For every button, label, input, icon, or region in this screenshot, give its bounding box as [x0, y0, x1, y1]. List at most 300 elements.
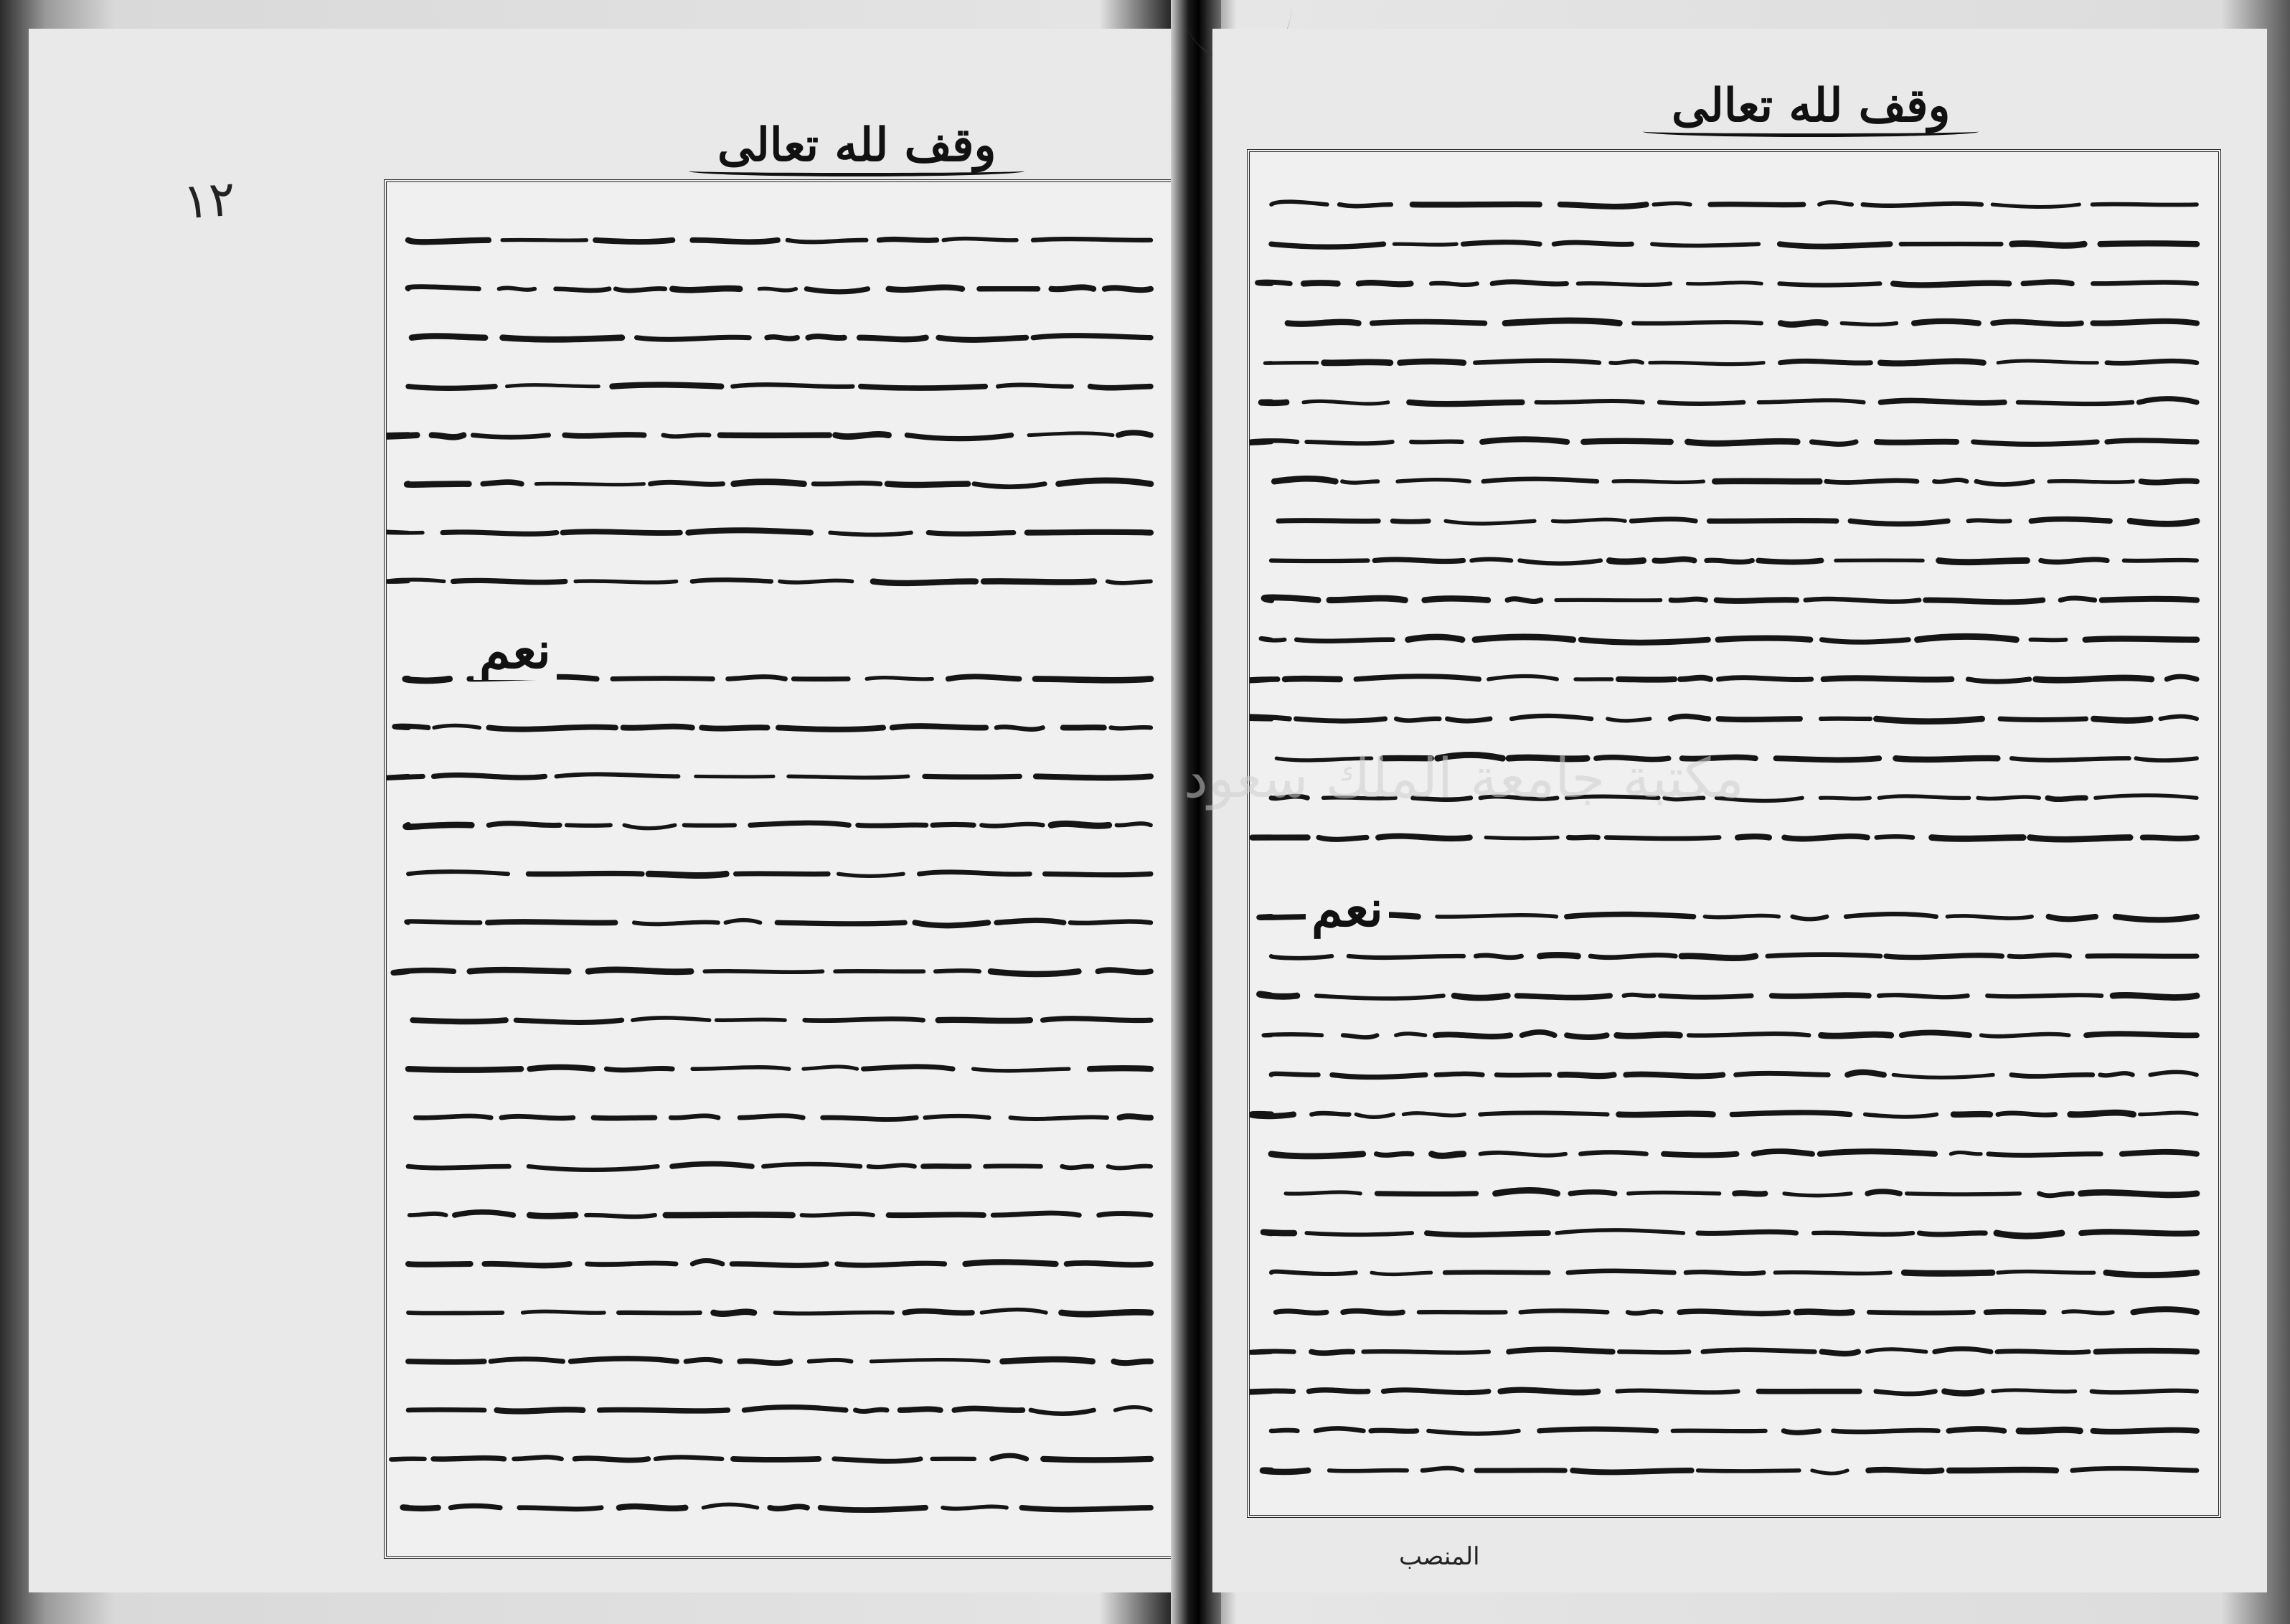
handwriting-stroke [1780, 283, 1880, 285]
handwriting-stroke [948, 676, 1019, 679]
handwriting-stroke [2073, 1468, 2197, 1470]
handwriting-stroke [395, 726, 428, 727]
handwriting-stroke [2124, 560, 2197, 561]
handwriting-stroke [998, 385, 1072, 387]
handwriting-stroke [1446, 521, 1535, 524]
right-section-word: نعم [1306, 879, 1389, 938]
handwriting-stroke [1540, 1429, 1657, 1431]
handwriting-stroke [1738, 836, 1769, 837]
handwriting-stroke [483, 482, 522, 484]
handwriting-stroke [1371, 1430, 1417, 1431]
handwriting-stroke [1717, 600, 1796, 601]
handwriting-stroke [1010, 1117, 1107, 1119]
handwriting-stroke [503, 338, 622, 340]
handwriting-stroke [575, 581, 677, 582]
left-handwritten-lines [387, 182, 1172, 1556]
handwriting-stroke [1650, 362, 1763, 364]
handwriting-stroke [2012, 758, 2129, 760]
handwriting-stroke [529, 1215, 575, 1216]
handwriting-stroke [804, 1067, 857, 1069]
handwriting-stroke [928, 533, 1013, 534]
handwriting-stroke [1634, 322, 1761, 324]
handwriting-stroke [1606, 838, 1719, 839]
handwriting-stroke [1780, 244, 1890, 246]
handwriting-stroke [734, 482, 804, 484]
handwriting-stroke [415, 1116, 491, 1118]
heading-swash [689, 166, 1024, 176]
handwriting-stroke [861, 387, 985, 388]
handwriting-stroke [996, 920, 1064, 922]
handwriting-stroke [1682, 956, 1756, 958]
handwriting-stroke [1311, 1351, 1352, 1353]
handwriting-stroke [1880, 400, 2004, 402]
right-handwritten-lines [1250, 152, 2218, 1515]
handwriting-stroke [2070, 1113, 2134, 1115]
handwriting-stroke [1486, 838, 1558, 839]
handwriting-stroke [1509, 1349, 1613, 1351]
handwriting-stroke [1560, 1075, 1613, 1076]
handwriting-stroke [981, 824, 1042, 826]
handwriting-stroke [1108, 582, 1151, 583]
heading-swash [1643, 126, 1979, 137]
handwriting-stroke [1557, 1230, 1683, 1233]
right-heading-text: وقف لله تعالى [1672, 79, 1951, 133]
handwriting-stroke [1120, 1116, 1151, 1118]
handwriting-stroke [1718, 678, 1811, 680]
handwriting-stroke [412, 336, 485, 338]
handwriting-stroke [1568, 1271, 1674, 1273]
handwriting-stroke [1428, 1431, 1518, 1434]
handwriting-stroke [1842, 324, 1896, 325]
handwriting-stroke [1863, 204, 1982, 206]
handwriting-stroke [484, 1264, 570, 1266]
handwriting-stroke [1263, 1034, 1321, 1035]
left-lines-svg [387, 182, 1172, 1556]
handwriting-stroke [806, 289, 867, 292]
right-page [1212, 29, 2267, 1592]
handwriting-stroke [2060, 598, 2095, 600]
handwriting-stroke [915, 922, 988, 925]
handwriting-stroke [1116, 823, 1151, 826]
handwriting-stroke [1784, 1194, 1851, 1196]
handwriting-stroke [405, 679, 450, 680]
handwriting-stroke [562, 532, 679, 533]
handwriting-stroke [864, 1067, 953, 1069]
handwriting-stroke [2130, 521, 2197, 524]
handwriting-stroke [1480, 1113, 1607, 1114]
handwriting-stroke [1998, 1272, 2094, 1273]
handwriting-stroke [809, 1360, 852, 1361]
handwriting-stroke [2009, 955, 2070, 957]
handwriting-stroke [2096, 796, 2197, 798]
handwriting-stroke [1059, 481, 1151, 484]
handwriting-stroke [1822, 1351, 1858, 1354]
handwriting-stroke [1427, 1233, 1548, 1235]
handwriting-stroke [1680, 678, 1710, 679]
handwriting-stroke [1670, 717, 1708, 719]
handwriting-stroke [1309, 1390, 1368, 1392]
handwriting-stroke [1850, 521, 1948, 524]
handwriting-stroke [473, 435, 548, 438]
handwriting-stroke [1043, 1019, 1151, 1021]
handwriting-stroke [1718, 638, 1811, 640]
handwriting-stroke [434, 775, 545, 778]
handwriting-stroke [954, 1408, 1022, 1410]
handwriting-stroke [1540, 955, 1578, 956]
handwriting-stroke [1877, 836, 1913, 837]
handwriting-stroke [1271, 560, 1368, 561]
handwriting-stroke [2030, 640, 2065, 641]
handwriting-stroke [1105, 288, 1151, 290]
handwriting-stroke [696, 776, 773, 777]
handwriting-stroke [1263, 1470, 1308, 1472]
handwriting-stroke [1879, 995, 1968, 997]
handwriting-stroke [1396, 719, 1439, 721]
handwriting-stroke [1926, 600, 2042, 603]
handwriting-stroke [1475, 361, 1599, 363]
handwriting-stroke [1271, 1272, 1356, 1274]
handwriting-stroke [1705, 916, 1778, 917]
handwriting-stroke [1567, 915, 1694, 917]
left-page-heading [717, 118, 996, 172]
handwriting-stroke [859, 338, 926, 340]
handwriting-stroke [1311, 1113, 1349, 1115]
handwriting-stroke [1036, 776, 1151, 778]
handwriting-stroke [619, 1506, 685, 1509]
handwriting-stroke [1993, 1390, 2075, 1392]
handwriting-stroke [1286, 1192, 1360, 1194]
handwriting-stroke [1833, 1430, 1938, 1432]
handwriting-stroke [2048, 798, 2086, 799]
handwriting-stroke [2107, 440, 2197, 442]
handwriting-stroke [408, 872, 508, 874]
handwriting-stroke [1847, 1072, 1884, 1075]
handwriting-stroke [664, 435, 710, 436]
right-text-block [1247, 149, 2221, 1518]
handwriting-stroke [744, 1407, 846, 1410]
folio-number: ١٢ [181, 170, 237, 231]
handwriting-stroke [1400, 362, 1463, 363]
handwriting-stroke [725, 920, 760, 923]
handwriting-stroke [1968, 679, 2030, 681]
handwriting-stroke [1689, 1034, 1809, 1036]
handwriting-stroke [871, 1360, 989, 1361]
handwriting-stroke [821, 1508, 926, 1510]
handwriting-stroke [2063, 1311, 2113, 1313]
handwriting-stroke [1271, 202, 1327, 204]
handwriting-stroke [410, 1214, 446, 1215]
handwriting-stroke [732, 384, 852, 387]
handwriting-stroke [1306, 1233, 1412, 1234]
handwriting-stroke [1043, 1459, 1151, 1460]
handwriting-stroke [805, 1019, 923, 1020]
left-heading-text: وقف لله تعالى [717, 118, 996, 172]
library-watermark: مكتبة جامعة الملك سعود [1184, 746, 1744, 810]
handwriting-stroke [1264, 598, 1318, 600]
handwriting-stroke [1425, 598, 1488, 600]
handwriting-stroke [1482, 439, 1567, 442]
handwriting-stroke [557, 774, 679, 776]
handwriting-stroke [1319, 838, 1367, 840]
handwriting-stroke [571, 1359, 677, 1361]
handwriting-stroke [516, 1020, 621, 1022]
handwriting-stroke [624, 825, 675, 828]
handwriting-stroke [1732, 1113, 1850, 1115]
handwriting-stroke [2150, 1072, 2197, 1075]
handwriting-stroke [1673, 1431, 1766, 1432]
handwriting-stroke [692, 1067, 788, 1069]
handwriting-stroke [1372, 1273, 1431, 1274]
handwriting-stroke [2086, 638, 2197, 639]
handwriting-stroke [507, 385, 599, 387]
handwriting-stroke [1661, 996, 1752, 997]
handwriting-stroke [1591, 955, 1675, 957]
handwriting-stroke [943, 1506, 1007, 1509]
handwriting-stroke [1261, 402, 1286, 403]
handwriting-stroke [1617, 1391, 1738, 1393]
handwriting-stroke [1070, 922, 1151, 923]
handwriting-stroke [2081, 1232, 2197, 1233]
handwriting-stroke [2041, 560, 2107, 562]
handwriting-stroke [993, 1213, 1079, 1215]
handwriting-stroke [530, 1067, 593, 1069]
handwriting-stroke [2093, 321, 2197, 324]
handwriting-stroke [634, 922, 718, 925]
handwriting-stroke [1403, 1113, 1464, 1115]
handwriting-stroke [1118, 433, 1151, 435]
handwriting-stroke [1992, 204, 2079, 207]
handwriting-stroke [1436, 1074, 1482, 1075]
handwriting-stroke [2101, 243, 2197, 244]
handwriting-stroke [1827, 481, 1917, 483]
handwriting-stroke [1608, 719, 1650, 721]
handwriting-stroke [1902, 1032, 1969, 1035]
handwriting-stroke [651, 482, 723, 484]
handwriting-stroke [938, 1020, 1030, 1021]
handwriting-stroke [1519, 560, 1601, 563]
handwriting-stroke [1580, 1152, 1646, 1154]
handwriting-stroke [788, 240, 867, 242]
handwriting-stroke [2102, 599, 2197, 600]
handwriting-stroke [1567, 1035, 1607, 1037]
handwriting-stroke [1824, 678, 1952, 679]
handwriting-stroke [767, 337, 797, 339]
handwriting-stroke [1261, 638, 1285, 641]
handwriting-stroke [1111, 727, 1151, 728]
handwriting-stroke [2086, 1034, 2197, 1035]
handwriting-stroke [387, 435, 417, 437]
handwriting-stroke [1332, 1075, 1426, 1077]
handwriting-stroke [1686, 1272, 1763, 1273]
handwriting-stroke [600, 1410, 728, 1411]
handwriting-stroke [1618, 1114, 1712, 1115]
handwriting-stroke [1989, 1154, 2101, 1156]
handwriting-stroke [1619, 1351, 1689, 1352]
handwriting-stroke [1437, 915, 1556, 917]
handwriting-stroke [839, 874, 904, 876]
handwriting-stroke [2049, 481, 2133, 483]
handwriting-stroke [2100, 1073, 2132, 1075]
handwriting-stroke [2093, 1430, 2197, 1432]
handwriting-stroke [1250, 717, 1289, 719]
handwriting-stroke [996, 727, 1043, 729]
handwriting-stroke [575, 1458, 648, 1460]
handwriting-stroke [2019, 1430, 2080, 1431]
handwriting-stroke [1846, 914, 1936, 917]
handwriting-stroke [637, 337, 750, 339]
handwriting-stroke [1271, 1074, 1319, 1075]
handwriting-stroke [1867, 1349, 1926, 1352]
handwriting-stroke [1296, 719, 1385, 721]
handwriting-stroke [703, 1504, 757, 1507]
handwriting-stroke [2023, 282, 2072, 283]
handwriting-stroke [565, 435, 644, 436]
handwriting-stroke [387, 532, 423, 533]
handwriting-stroke [1276, 1311, 1327, 1313]
handwriting-stroke [1432, 1154, 1464, 1156]
handwriting-stroke [606, 1068, 672, 1070]
handwriting-stroke [2141, 481, 2197, 482]
handwriting-stroke [408, 1069, 521, 1070]
handwriting-stroke [443, 532, 557, 534]
handwriting-stroke [523, 1311, 605, 1313]
handwriting-stroke [1781, 322, 1825, 324]
handwriting-stroke [1759, 400, 1864, 402]
handwriting-stroke [1920, 1233, 1986, 1234]
handwriting-stroke [1868, 1470, 1941, 1471]
handwriting-stroke [1067, 1263, 1151, 1265]
handwriting-stroke [1463, 242, 1540, 245]
handwriting-stroke [1754, 1151, 1812, 1154]
handwriting-stroke [2107, 361, 2197, 363]
handwriting-stroke [1617, 1034, 1680, 1036]
handwriting-stroke [2133, 1309, 2197, 1312]
handwriting-stroke [1115, 1407, 1151, 1410]
handwriting-stroke [407, 484, 468, 485]
handwriting-stroke [1329, 598, 1405, 600]
handwriting-stroke [1784, 1431, 1819, 1433]
handwriting-stroke [1570, 1192, 1615, 1194]
handwriting-stroke [1869, 1312, 1973, 1313]
right-page-heading [1672, 79, 1950, 133]
handwriting-stroke [1396, 1034, 1426, 1035]
handwriting-stroke [1363, 1351, 1489, 1353]
handwriting-stroke [879, 240, 936, 241]
handwriting-stroke [499, 288, 535, 290]
handwriting-stroke [623, 727, 692, 728]
handwriting-stroke [1260, 994, 1297, 996]
handwriting-stroke [1629, 1192, 1720, 1193]
handwriting-stroke [1378, 836, 1470, 839]
handwriting-stroke [925, 776, 1019, 777]
handwriting-stroke [656, 1457, 722, 1458]
handwriting-stroke [1271, 1430, 1297, 1431]
handwriting-stroke [1812, 1470, 1847, 1473]
handwriting-stroke [1664, 1154, 1736, 1156]
handwriting-stroke [497, 1410, 583, 1411]
handwriting-stroke [649, 874, 726, 875]
handwriting-stroke [834, 1459, 920, 1461]
handwriting-stroke [1062, 1166, 1092, 1168]
handwriting-stroke [1879, 796, 1969, 798]
handwriting-stroke [1250, 440, 1297, 443]
handwriting-stroke [434, 725, 479, 727]
handwriting-stroke [393, 971, 453, 973]
handwriting-stroke [925, 1116, 989, 1118]
handwriting-stroke [1296, 640, 1393, 641]
handwriting-stroke [892, 726, 986, 727]
handwriting-stroke [1998, 361, 2097, 363]
handwriting-stroke [1501, 1390, 1598, 1393]
handwriting-stroke [1993, 321, 2081, 324]
handwriting-stroke [1342, 481, 1378, 483]
handwriting-stroke [489, 823, 560, 826]
handwriting-stroke [770, 1506, 807, 1509]
handwriting-stroke [1356, 676, 1479, 679]
handwriting-stroke [802, 1214, 873, 1216]
handwriting-stroke [1304, 401, 1388, 404]
handwriting-stroke [1987, 995, 2101, 996]
handwriting-stroke [588, 970, 691, 972]
handwriting-stroke [672, 288, 740, 290]
handwriting-stroke [387, 580, 444, 582]
handwriting-stroke [451, 1506, 500, 1508]
handwriting-stroke [1867, 1191, 1900, 1194]
handwriting-stroke [2113, 995, 2197, 997]
handwriting-stroke [1035, 679, 1151, 680]
handwriting-stroke [1316, 1428, 1363, 1430]
handwriting-stroke [1349, 956, 1464, 958]
handwriting-stroke [1626, 1075, 1723, 1077]
handwriting-stroke [1090, 387, 1151, 388]
handwriting-stroke [984, 581, 1094, 582]
handwriting-stroke [1880, 362, 1983, 364]
handwriting-stroke [453, 580, 565, 582]
handwriting-stroke [814, 483, 880, 484]
handwriting-stroke [1062, 1312, 1151, 1314]
handwriting-stroke [1114, 1361, 1151, 1363]
handwriting-stroke [985, 1166, 1040, 1167]
handwriting-stroke [2012, 1075, 2093, 1076]
handwriting-stroke [992, 1455, 1027, 1459]
handwriting-stroke [1274, 478, 1335, 481]
handwriting-stroke [1631, 519, 1695, 521]
handwriting-stroke [1003, 1359, 1093, 1361]
handwriting-stroke [1265, 363, 1316, 364]
handwriting-stroke [1806, 599, 1920, 602]
handwriting-stroke [2093, 719, 2150, 720]
handwriting-stroke [686, 1359, 720, 1361]
handwriting-stroke [2140, 1113, 2197, 1114]
handwriting-stroke [1552, 519, 1625, 521]
handwriting-stroke [943, 239, 1017, 240]
handwriting-stroke [1447, 719, 1490, 721]
handwriting-stroke [1819, 202, 1852, 204]
handwriting-stroke [1573, 1470, 1692, 1473]
handwriting-stroke [1812, 442, 1856, 444]
handwriting-stroke [1654, 559, 1694, 560]
handwriting-stroke [1772, 995, 1869, 996]
handwriting-stroke [536, 483, 644, 484]
handwriting-stroke [887, 484, 968, 485]
handwriting-stroke [1484, 479, 1597, 481]
handwriting-stroke [1893, 1075, 1993, 1077]
handwriting-stroke [2093, 204, 2197, 205]
handwriting-stroke [1986, 1311, 2043, 1312]
handwriting-stroke [1408, 637, 1463, 640]
handwriting-stroke [1496, 1190, 1558, 1193]
handwriting-stroke [1431, 283, 1477, 285]
